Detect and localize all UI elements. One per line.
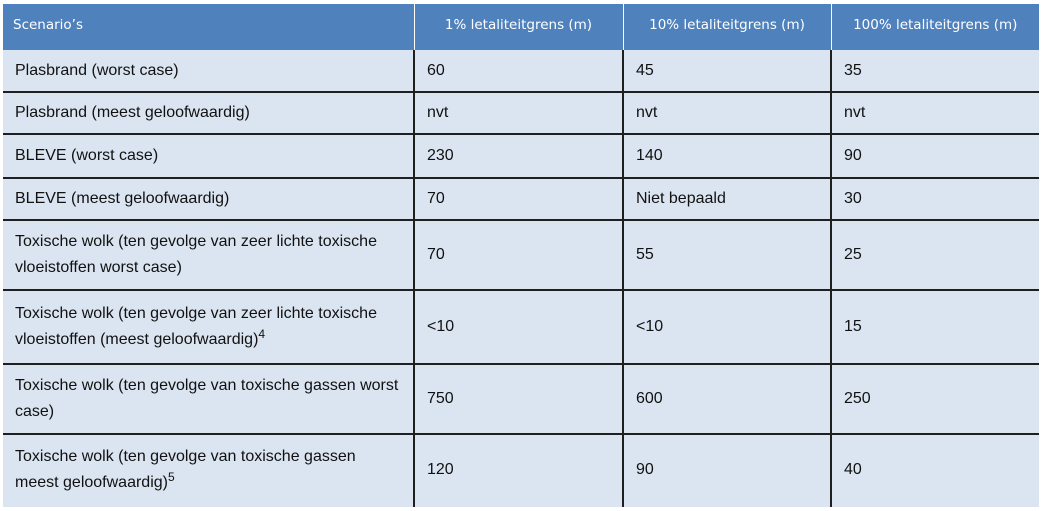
table-row [3, 50, 1039, 92]
lethality-10-cell: <10 [623, 290, 831, 364]
lethality-10-cell: 55 [623, 220, 831, 290]
table-row [3, 134, 1039, 178]
scenario-cell [3, 50, 414, 92]
header-lethality-10: 10% letaliteitgrens (m) [623, 4, 831, 50]
scenario-cell [3, 92, 414, 134]
lethality-1-cell: 120 [414, 434, 623, 506]
lethality-100-cell: 25 [831, 220, 1039, 290]
lethality-1-cell: <10 [414, 290, 623, 364]
scenario-label: Plasbrand (meest geloofwaardig) [15, 104, 250, 121]
scenario-cell [3, 434, 414, 506]
scenario-cell [3, 220, 414, 290]
header-row [3, 4, 1039, 50]
header-scenario: Scenario’s [3, 4, 414, 50]
scenario-label: Toxische wolk (ten gevolge van toxische gassen worst case) [15, 377, 399, 420]
lethality-100-cell: 30 [831, 178, 1039, 220]
lethality-10-cell: 90 [623, 434, 831, 506]
lethality-10-cell: 140 [623, 134, 831, 178]
lethality-100-cell: 15 [831, 290, 1039, 364]
scenario-cell [3, 290, 414, 364]
scenario-cell [3, 134, 414, 178]
lethality-1-cell: 750 [414, 364, 623, 434]
lethality-100-cell: nvt [831, 92, 1039, 134]
lethality-10-cell: 600 [623, 364, 831, 434]
table-row [3, 220, 1039, 290]
lethality-1-cell: 60 [414, 50, 623, 92]
lethality-100-cell: 250 [831, 364, 1039, 434]
header-lethality-100: 100% letaliteitgrens (m) [831, 4, 1039, 50]
lethality-100-cell: 35 [831, 50, 1039, 92]
table-row [3, 364, 1039, 434]
scenario-label: BLEVE (meest geloofwaardig) [15, 190, 230, 207]
lethality-1-cell: 70 [414, 220, 623, 290]
footnote-marker: 5 [167, 470, 175, 485]
lethality-1-cell: nvt [414, 92, 623, 134]
scenario-table [3, 4, 1039, 507]
lethality-1-cell: 230 [414, 134, 623, 178]
scenario-label: Toxische wolk (ten gevolge van zeer lichte toxische vloeistoffen worst case) [15, 233, 377, 276]
scenario-cell [3, 178, 414, 220]
scenario-cell [3, 364, 414, 434]
lethality-100-cell: 40 [831, 434, 1039, 506]
table-row [3, 434, 1039, 506]
scenario-label: Toxische wolk (ten gevolge van zeer lichte toxische vloeistoffen (meest geloofwaardig) [15, 305, 377, 348]
lethality-1-cell: 70 [414, 178, 623, 220]
scenario-label: Toxische wolk (ten gevolge van toxische gassen meest geloofwaardig) [15, 448, 356, 492]
scenario-label: Plasbrand (worst case) [15, 61, 179, 79]
lethality-10-cell: nvt [623, 92, 831, 134]
table-row [3, 178, 1039, 220]
table-body [3, 50, 1039, 506]
lethality-10-cell: Niet bepaald [623, 178, 831, 220]
table-header [3, 4, 1039, 50]
header-lethality-1: 1% letaliteitgrens (m) [414, 4, 623, 50]
scenario-label: BLEVE (worst case) [15, 147, 159, 164]
lethality-10-cell: 45 [623, 50, 831, 92]
lethality-100-cell: 90 [831, 134, 1039, 178]
table-row [3, 290, 1039, 364]
footnote-marker: 4 [258, 327, 266, 341]
table-row [3, 92, 1039, 134]
